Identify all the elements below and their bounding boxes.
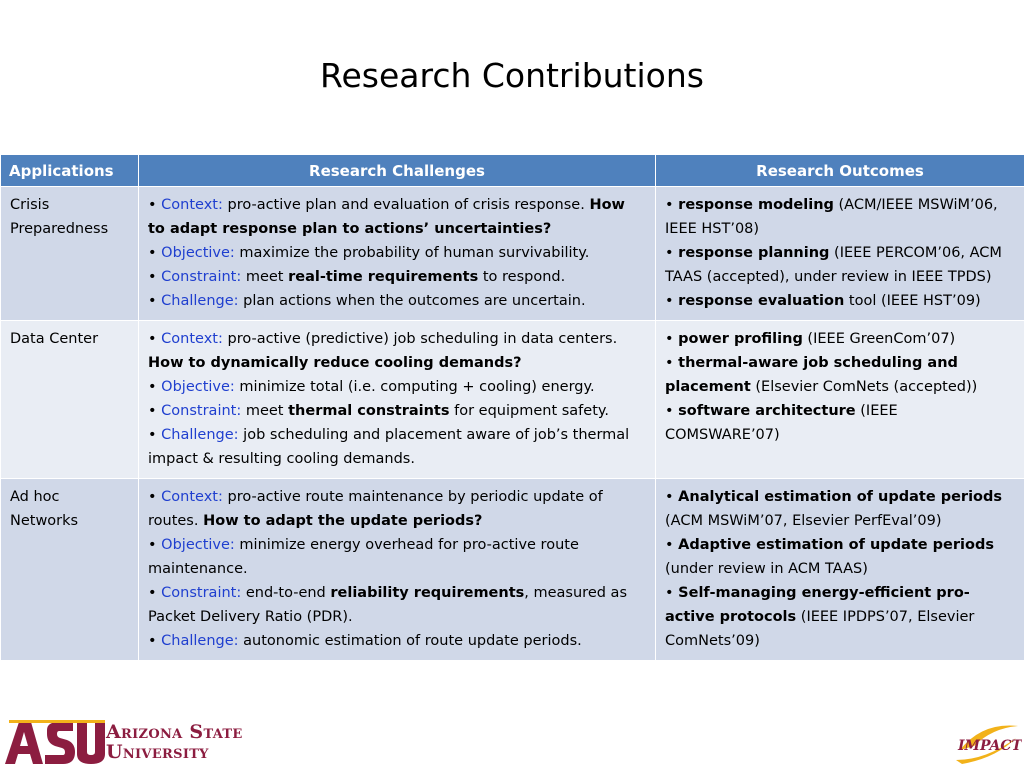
outcome-item bbox=[665, 351, 1015, 399]
item-text: • bbox=[665, 537, 679, 553]
item-text: plan actions when the outcomes are uncertain. bbox=[238, 293, 586, 309]
emphasis-text: How to adapt response plan to actions’ uncertainties? bbox=[148, 197, 625, 237]
item-label: Challenge: bbox=[161, 293, 239, 309]
emphasis-text: response evaluation bbox=[678, 293, 845, 309]
item-text: • bbox=[665, 355, 679, 371]
challenge-item bbox=[148, 375, 646, 399]
item-text: minimize energy overhead for pro-active route maintenance. bbox=[148, 537, 579, 577]
application-cell bbox=[1, 479, 139, 661]
item-text: end-to-end bbox=[241, 585, 331, 601]
challenge-item bbox=[148, 327, 646, 375]
asu-wordmark-line1: Arizona State bbox=[106, 721, 243, 743]
application-name-line: Crisis bbox=[10, 197, 50, 213]
application-name-line: Preparedness bbox=[10, 221, 109, 237]
item-text: • bbox=[665, 585, 679, 601]
item-text: (IEEE IPDPS’07, Elsevier ComNets’09) bbox=[665, 609, 975, 649]
item-text: • bbox=[148, 331, 162, 347]
item-text: job scheduling and placement aware of job’s thermal impact & resulting cooling demands. bbox=[148, 427, 630, 467]
item-text: maximize the probability of human survivability. bbox=[234, 245, 590, 261]
table-row bbox=[1, 187, 1024, 321]
challenges-cell bbox=[139, 321, 656, 479]
item-text: • bbox=[665, 331, 679, 347]
item-label: Context: bbox=[161, 331, 223, 347]
item-text: • bbox=[148, 269, 162, 285]
item-text: , measured as Packet Delivery Ratio (PDR). bbox=[148, 585, 627, 625]
outcome-item bbox=[665, 581, 1015, 653]
item-text: (ACM MSWiM’07, Elsevier PerfEval’09) bbox=[665, 513, 942, 529]
challenges-cell bbox=[139, 479, 656, 661]
challenge-item bbox=[148, 289, 646, 313]
emphasis-text: Analytical estimation of update periods bbox=[678, 489, 1003, 505]
challenges-cell bbox=[139, 187, 656, 321]
application-cell bbox=[1, 321, 139, 479]
emphasis-text: How to adapt the update periods? bbox=[203, 513, 483, 529]
item-text: • bbox=[665, 489, 679, 505]
item-label: Challenge: bbox=[161, 633, 239, 649]
application-cell bbox=[1, 187, 139, 321]
item-label: Constraint: bbox=[161, 403, 242, 419]
item-text: (IEEE PERCOM’06, ACM TAAS (accepted), under review in IEEE TPDS) bbox=[665, 245, 1002, 285]
outcome-item bbox=[665, 193, 1015, 241]
item-text: • bbox=[148, 585, 162, 601]
item-text: to respond. bbox=[478, 269, 566, 285]
emphasis-text: How to dynamically reduce cooling demands? bbox=[148, 355, 522, 371]
emphasis-text: Self-managing energy-efficient pro-active protocols bbox=[665, 585, 970, 625]
outcomes-cell bbox=[656, 321, 1024, 479]
item-label: Context: bbox=[161, 197, 223, 213]
item-text: • bbox=[148, 245, 162, 261]
slide-title: Research Contributions bbox=[320, 56, 704, 95]
outcome-item bbox=[665, 289, 1015, 313]
challenge-item bbox=[148, 629, 646, 653]
item-text: • bbox=[148, 293, 162, 309]
item-text: (Elsevier ComNets (accepted)) bbox=[750, 379, 978, 395]
item-text: • bbox=[665, 197, 679, 213]
challenge-item bbox=[148, 581, 646, 629]
item-label: Constraint: bbox=[161, 269, 242, 285]
table-header-row bbox=[1, 155, 1024, 187]
table-row bbox=[1, 321, 1024, 479]
item-text: • bbox=[148, 427, 162, 443]
item-text: • bbox=[148, 197, 162, 213]
outcomes-cell bbox=[656, 187, 1024, 321]
challenge-item bbox=[148, 399, 646, 423]
header-research-challenges: Research Challenges bbox=[139, 155, 656, 187]
application-name-line: Networks bbox=[10, 513, 79, 529]
item-label: Context: bbox=[161, 489, 223, 505]
outcome-item bbox=[665, 533, 1015, 581]
item-text: • bbox=[148, 633, 162, 649]
challenge-item bbox=[148, 533, 646, 581]
emphasis-text: real-time requirements bbox=[288, 269, 479, 285]
item-text: meet bbox=[241, 403, 289, 419]
emphasis-text: response modeling bbox=[678, 197, 834, 213]
item-text: • bbox=[148, 379, 162, 395]
item-text: (IEEE COMSWARE’07) bbox=[665, 403, 898, 443]
asu-wordmark bbox=[106, 722, 243, 762]
contributions-table bbox=[0, 154, 1024, 661]
challenge-item bbox=[148, 241, 646, 265]
header-applications: Applications bbox=[1, 155, 139, 187]
item-text: • bbox=[665, 245, 679, 261]
item-text: tool (IEEE HST’09) bbox=[844, 293, 981, 309]
item-text: • bbox=[148, 537, 162, 553]
impact-logo bbox=[952, 720, 1022, 766]
item-text: (IEEE GreenCom’07) bbox=[802, 331, 956, 347]
outcome-item bbox=[665, 327, 1015, 351]
application-name-line: Ad hoc bbox=[10, 489, 60, 505]
application-name-line: Data Center bbox=[10, 331, 99, 347]
challenge-item bbox=[148, 485, 646, 533]
item-text: • bbox=[665, 293, 679, 309]
item-text: (ACM/IEEE MSWiM’06, IEEE HST’08) bbox=[665, 197, 998, 237]
item-text: (under review in ACM TAAS) bbox=[665, 561, 868, 577]
item-text: pro-active route maintenance by periodic update of routes. bbox=[148, 489, 603, 529]
item-label: Objective: bbox=[161, 379, 235, 395]
item-text: autonomic estimation of route update periods. bbox=[238, 633, 582, 649]
item-label: Objective: bbox=[161, 537, 235, 553]
outcome-item bbox=[665, 399, 1015, 447]
item-label: Challenge: bbox=[161, 427, 239, 443]
emphasis-text: power profiling bbox=[678, 331, 803, 347]
emphasis-text: thermal-aware job scheduling and placement bbox=[665, 355, 958, 395]
item-text: for equipment safety. bbox=[449, 403, 610, 419]
emphasis-text: software architecture bbox=[678, 403, 856, 419]
outcome-item bbox=[665, 485, 1015, 533]
item-label: Objective: bbox=[161, 245, 235, 261]
challenge-item bbox=[148, 193, 646, 241]
item-text: • bbox=[148, 489, 162, 505]
header-research-outcomes: Research Outcomes bbox=[656, 155, 1024, 187]
item-text: meet bbox=[241, 269, 289, 285]
emphasis-text: thermal constraints bbox=[288, 403, 450, 419]
emphasis-text: reliability requirements bbox=[330, 585, 525, 601]
outcomes-cell bbox=[656, 479, 1024, 661]
item-text: pro-active plan and evaluation of crisis response. bbox=[222, 197, 590, 213]
challenge-item bbox=[148, 265, 646, 289]
item-text: • bbox=[665, 403, 679, 419]
item-label: Constraint: bbox=[161, 585, 242, 601]
emphasis-text: Adaptive estimation of update periods bbox=[678, 537, 994, 553]
table-row bbox=[1, 479, 1024, 661]
emphasis-text: response planning bbox=[678, 245, 830, 261]
asu-letter-mark bbox=[5, 720, 105, 764]
item-text: • bbox=[148, 403, 162, 419]
challenge-item bbox=[148, 423, 646, 471]
outcome-item bbox=[665, 241, 1015, 289]
impact-logo-text: IMPACT bbox=[958, 738, 1022, 754]
table-body bbox=[1, 187, 1024, 661]
item-text: minimize total (i.e. computing + cooling) energy. bbox=[234, 379, 595, 395]
asu-wordmark-line2: University bbox=[106, 741, 209, 763]
item-text: pro-active (predictive) job scheduling in data centers. bbox=[222, 331, 618, 347]
